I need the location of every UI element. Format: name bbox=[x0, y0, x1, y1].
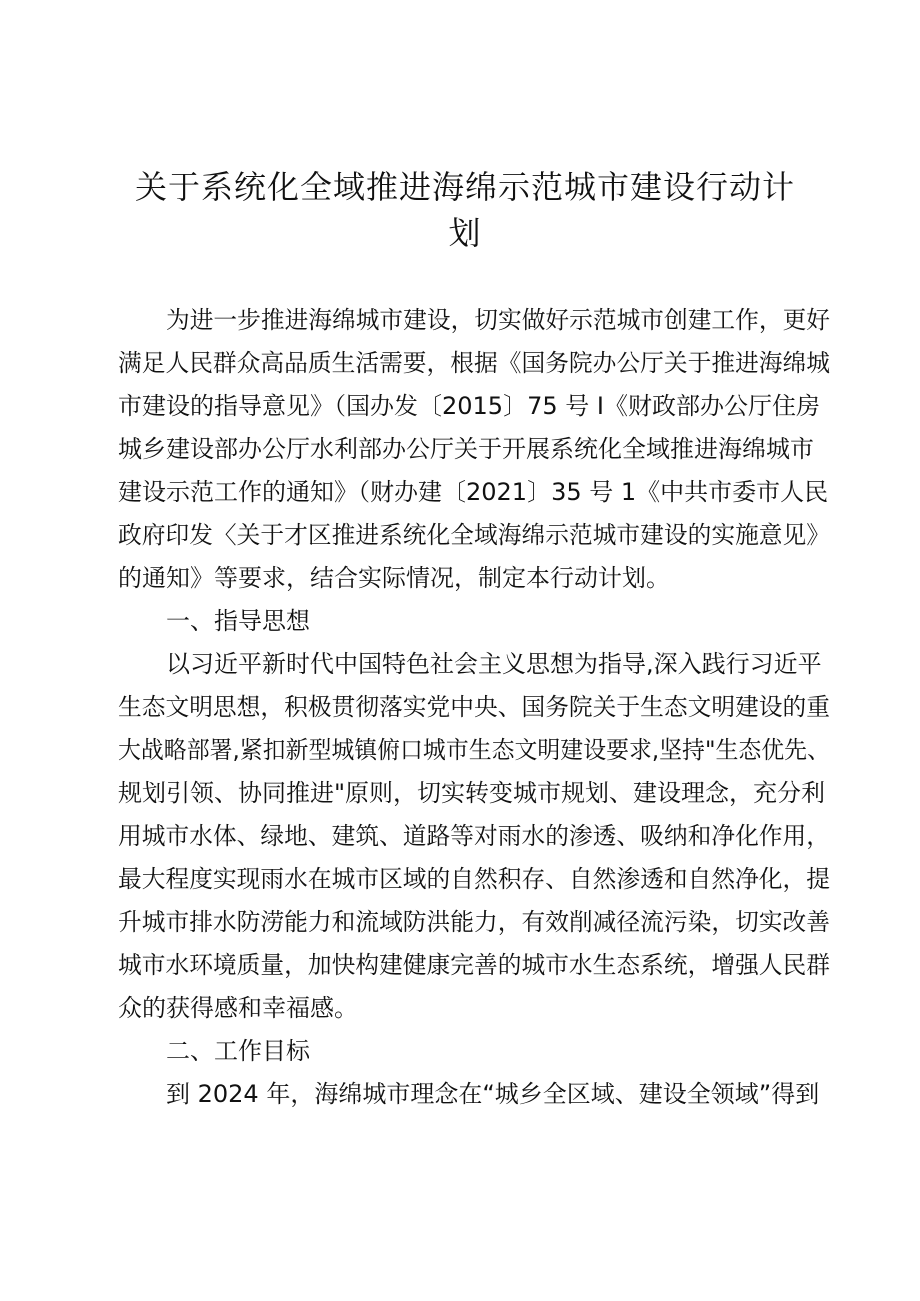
title-line: 关于系统化全域推进海绵示范城市建设行动计 bbox=[134, 168, 795, 206]
intro-line: 的通知》等要求，结合实际情况，制定本行动计划。 bbox=[118, 564, 670, 592]
intro-line: 政府印发〈关于才区推进系统化全域海绵示范城市建设的实施意见》 bbox=[118, 521, 831, 549]
section1-line: 大战略部署,紧扣新型城镇俯口城市生态文明建设要求,坚持"生态优先、 bbox=[118, 736, 830, 764]
document-title bbox=[130, 164, 800, 256]
section1-line: 最大程度实现雨水在城市区域的自然积存、自然渗透和自然净化，提 bbox=[118, 865, 831, 893]
section1-line: 升城市排水防涝能力和流域防洪能力，有效削减径流污染，切实改善 bbox=[118, 908, 831, 936]
section1-line: 以习近平新时代中国特色社会主义思想为指导,深入践行习近平 bbox=[166, 650, 822, 678]
intro-line: 为进一步推进海绵城市建设，切实做好示范城市创建工作，更好 bbox=[166, 306, 831, 334]
intro-line: 满足人民群众高品质生活需要，根据《国务院办公厅关于推进海绵城 bbox=[118, 349, 831, 377]
section1-line: 生态文明思想，积极贯彻落实党中央、国务院关于生态文明建设的重 bbox=[118, 693, 831, 721]
section1-line: 用城市水体、绿地、建筑、道路等对雨水的渗透、吸纳和净化作用， bbox=[118, 822, 831, 850]
section1-line: 众的获得感和幸福感。 bbox=[118, 994, 358, 1022]
intro-line: 城乡建设部办公厅水利部办公厅关于开展系统化全域推进海绵城市 bbox=[118, 435, 814, 463]
intro-line: 市建设的指导意见》（国办发〔2015〕75 号 I《财政部办公厅住房 bbox=[118, 392, 820, 420]
section-heading-guiding-thought: 一、指导思想 bbox=[166, 607, 310, 635]
intro-line: 建设示范工作的通知》（财办建〔2021〕35 号 1《中共市委市人民 bbox=[118, 478, 829, 506]
section-heading-work-goals: 二、工作目标 bbox=[166, 1037, 310, 1065]
section1-line: 规划引领、协同推进"原则，切实转变城市规划、建设理念，充分利 bbox=[118, 779, 826, 807]
section2-line: 到 2024 年，海绵城市理念在“城乡全区域、建设全领域”得到 bbox=[166, 1080, 820, 1108]
section1-line: 城市水环境质量，加快构建健康完善的城市水生态系统，增强人民群 bbox=[118, 951, 831, 979]
title-line: 划 bbox=[448, 214, 482, 252]
